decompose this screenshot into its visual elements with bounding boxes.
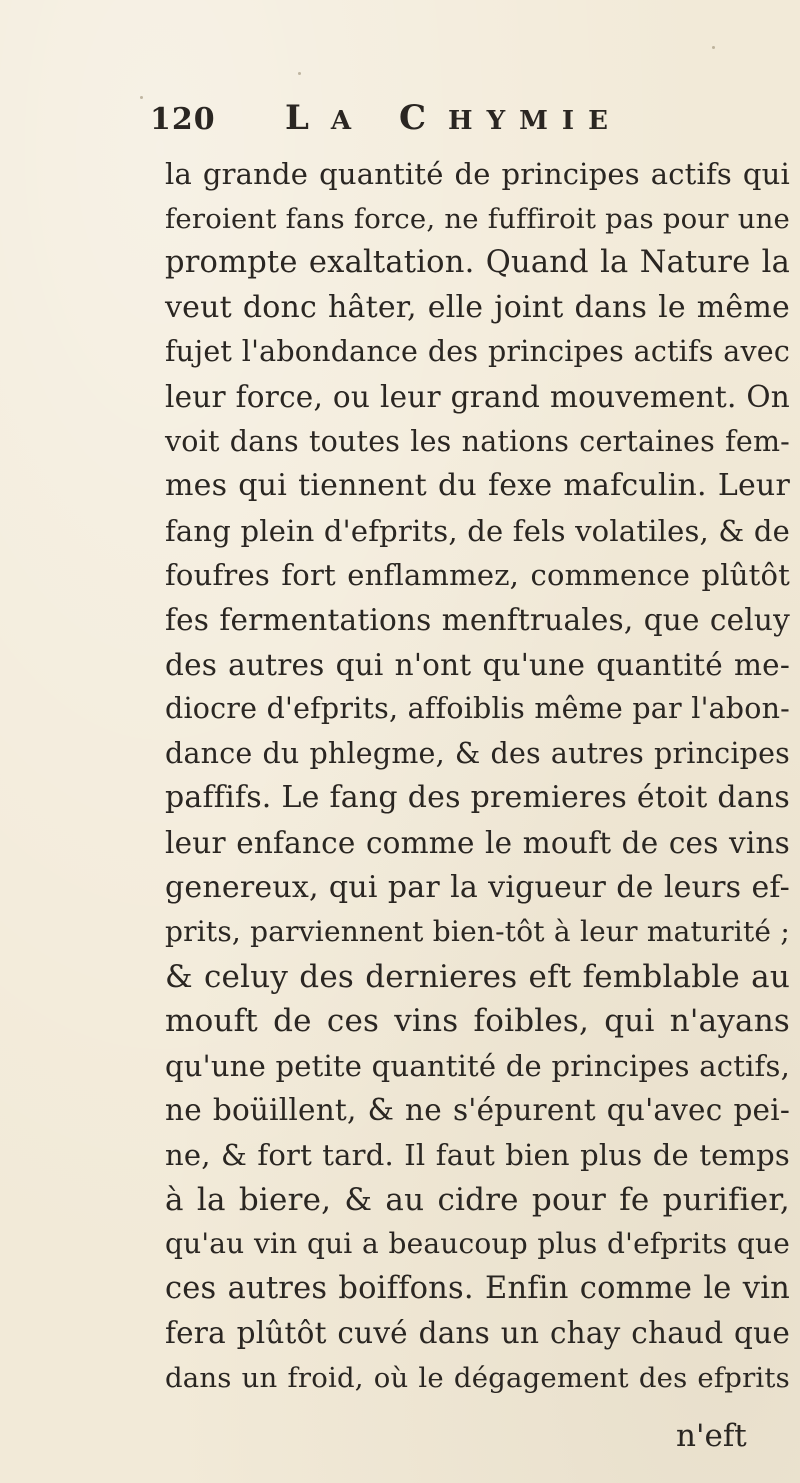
page-number: 120 xyxy=(150,102,216,137)
text-line: foufres fort enflammez, commence plûtôt xyxy=(165,558,790,593)
running-title-c: C xyxy=(398,98,448,138)
text-line: dans un froid, où le dégagement des efprits xyxy=(165,1362,790,1395)
text-line: fes fermentations menftruales, que celuy xyxy=(165,602,790,637)
text-line: fera plûtôt cuvé dans un chay chaud que xyxy=(165,1316,790,1351)
text-line: veut donc hâter, elle joint dans le même xyxy=(165,289,790,325)
text-line: qu'au vin qui a beaucoup plus d'efprits que xyxy=(165,1227,790,1261)
text-line: la grande quantité de principes actifs qui xyxy=(165,157,790,191)
running-title-article: A xyxy=(330,106,366,136)
running-title-initial: L xyxy=(285,98,331,138)
running-title xyxy=(285,98,622,138)
body-text xyxy=(165,152,790,1401)
text-line: ne, & fort tard. Il faut bien plus de temps xyxy=(165,1138,790,1173)
running-title-rest: HYMIE xyxy=(448,106,622,136)
text-line: & celuy des dernieres eft femblable au xyxy=(165,958,790,995)
text-line: ces autres boiffons. Enfin comme le vin xyxy=(165,1270,790,1306)
text-line: qu'une petite quantité de principes actifs, xyxy=(165,1048,790,1083)
text-line: paffifs. Le fang des premieres étoit dans xyxy=(165,780,790,816)
paper-speck xyxy=(140,96,143,99)
text-line: dance du phlegme, & des autres principes xyxy=(165,736,790,770)
paper-speck xyxy=(712,46,715,49)
page-header xyxy=(150,98,750,148)
text-line: leur enfance comme le mouft de ces vins xyxy=(165,825,790,860)
text-line: ne boüillent, & ne s'épurent qu'avec pei- xyxy=(165,1093,790,1128)
text-line: prits, parviennent bien-tôt à leur maturité ; xyxy=(165,915,790,949)
text-line: à la biere, & au cidre pour fe purifier, xyxy=(165,1181,790,1218)
text-line: mouft de ces vins foibles, qui n'ayans xyxy=(165,1003,790,1040)
text-line: voit dans toutes les nations certaines fem- xyxy=(165,424,790,458)
paper-speck xyxy=(298,72,301,75)
text-line: diocre d'efprits, affoiblis même par l'abon- xyxy=(165,692,790,726)
text-line: prompte exaltation. Quand la Nature la xyxy=(165,245,790,281)
text-line: fujet l'abondance des principes actifs avec xyxy=(165,335,790,369)
text-line: fang plein d'efprits, de fels volatiles, & de xyxy=(165,513,790,548)
catchword: n'eft xyxy=(676,1418,747,1454)
text-line: genereux, qui par la vigueur de leurs ef- xyxy=(165,869,790,905)
text-line: mes qui tiennent du fexe mafculin. Leur xyxy=(165,468,790,504)
text-line: leur force, ou leur grand mouvement. On xyxy=(165,379,790,414)
text-line: des autres qui n'ont qu'une quantité me- xyxy=(165,647,790,682)
text-line: feroient fans force, ne fuffiroit pas pour une xyxy=(165,202,790,235)
